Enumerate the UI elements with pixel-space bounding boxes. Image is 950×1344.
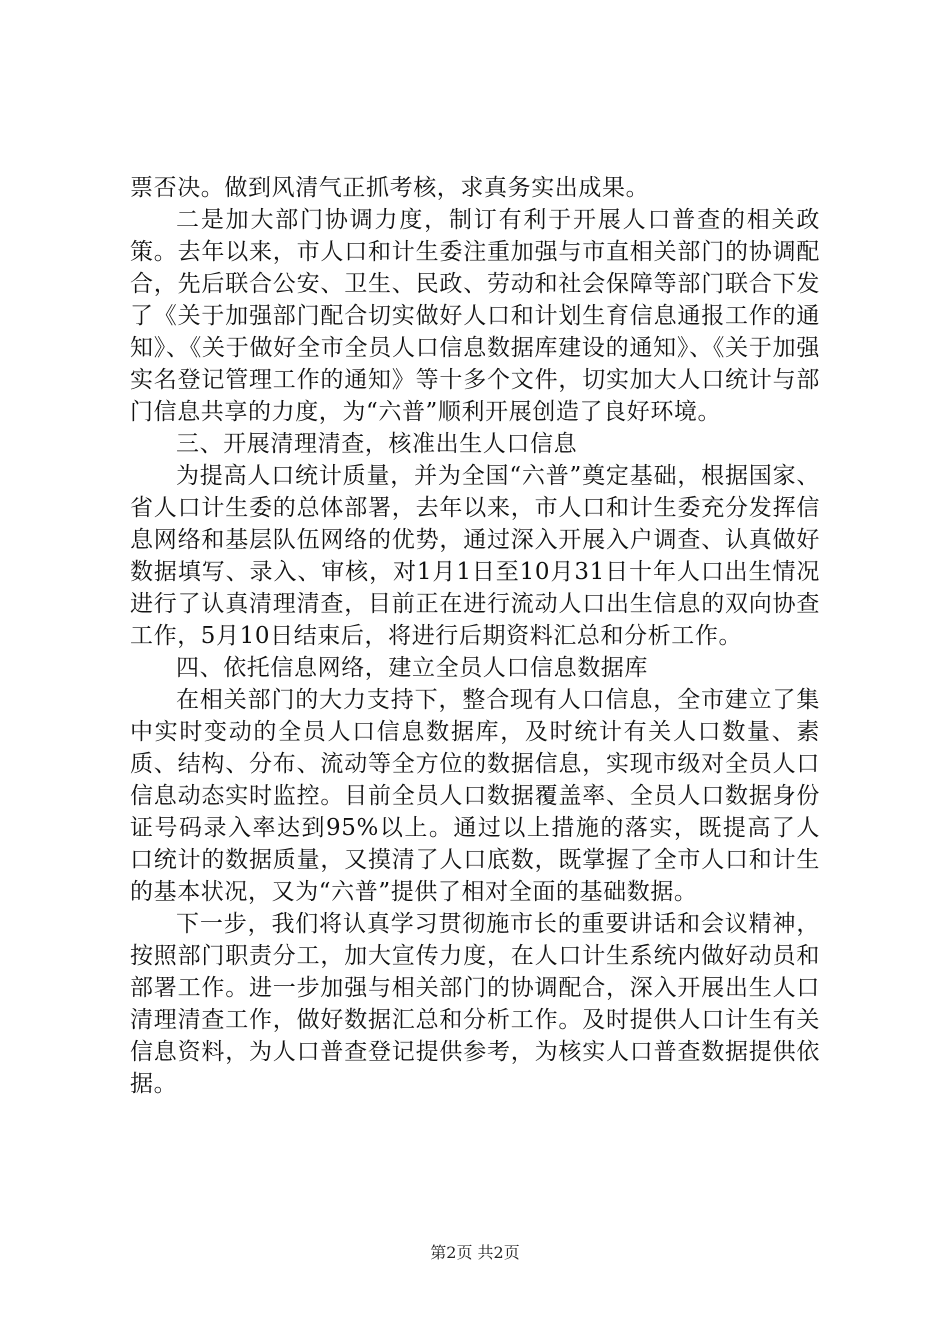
document-body	[130, 172, 820, 1100]
section-heading-four: 四、依托信息网络，建立全员人口信息数据库	[176, 655, 648, 681]
paragraph-continuation: 票否决。做到风清气正抓考核，求真务实出成果。	[130, 175, 650, 201]
paragraph-policy: 二是加大部门协调力度，制订有利于开展人口普查的相关政策。去年以来，市人口和计生委注重加强与市直相关部门的协调配合，先后联合公安、卫生、民政、劳动和社会保障等部门联合下发了《关于加强部门配合切实做好人口和计划生育信息通报工作的通知》、《关于做好全市全员人口信息数据库建设的通知》、《关于加强实名登记管理工作的通知》等十多个文件，切实加大人口统计与部门信息共享的力度，为“六普”顺利开展创造了良好环境。	[130, 207, 820, 425]
paragraph-cleanup: 为提高人口统计质量，并为全国“六普”奠定基础，根据国家、省人口计生委的总体部署，去年以来，市人口和计生委充分发挥信息网络和基层队伍网络的优势，通过深入开展入户调查、认真做好数据填写、录入、审核，对1月1日至10月31日十年人口出生情况进行了认真清理清查，目前正在进行流动人口出生信息的双向协查工作，5月10日结束后，将进行后期资料汇总和分析工作。	[130, 463, 820, 649]
paragraph-next-steps: 下一步，我们将认真学习贯彻施市长的重要讲话和会议精神，按照部门职责分工，加大宣传力度，在人口计生系统内做好动员和部署工作。进一步加强与相关部门的协调配合，深入开展出生人口清理清查工作，做好数据汇总和分析工作。及时提供人口计生有关信息资料，为人口普查登记提供参考，为核实人口普查数据提供依据。	[130, 911, 820, 1097]
paragraph-database: 在相关部门的大力支持下，整合现有人口信息，全市建立了集中实时变动的全员人口信息数据库，及时统计有关人口数量、素质、结构、分布、流动等全方位的数据信息，实现市级对全员人口信息动态实时监控。目前全员人口数据覆盖率、全员人口数据身份证号码录入率达到95%以上。通过以上措施的落实，既提高了人口统计的数据质量，又摸清了人口底数，既掌握了全市人口和计生的基本状况，又为“六普”提供了相对全面的基础数据。	[130, 687, 820, 905]
section-heading-three: 三、开展清理清查，核准出生人口信息	[176, 431, 578, 457]
page-number-footer: 第2页 共2页	[430, 1243, 520, 1262]
